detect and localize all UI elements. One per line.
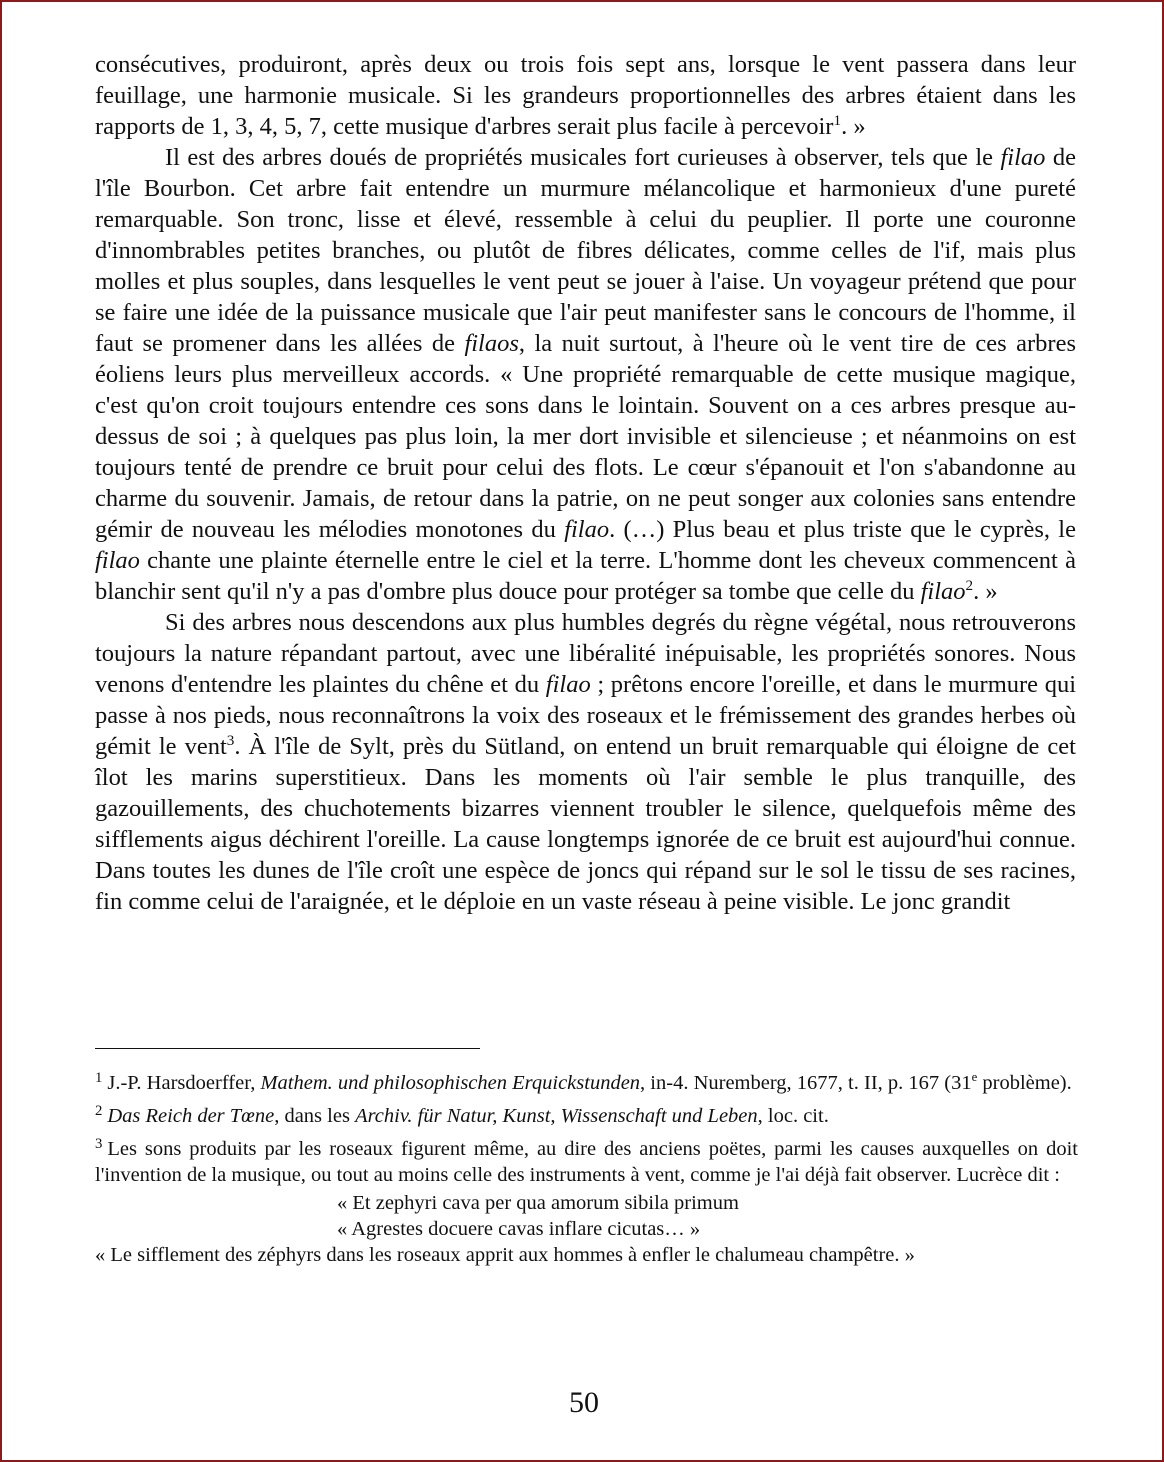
- body-text: [95, 49, 1076, 917]
- footnotes: [95, 1070, 1078, 1268]
- text-run: consécutives, produiront, après deux ou trois fois sept ans, lorsque le vent passera dans leur feuillage, une harmonie musicale. Si les grandeurs proportionnelles des arbres étaient dans les rapports de 1, 3, 4, 5, 7, cette musique d'arbres serait plus facile à percevoir: [95, 51, 1076, 140]
- footnote: [95, 1103, 1078, 1129]
- footnote-text: [95, 1138, 1078, 1186]
- footnote-separator: [95, 1048, 480, 1049]
- italic-text: filao: [95, 547, 140, 574]
- text-run: . À l'île de Sylt, près du Sütland, on entend un bruit remarquable qui éloigne de cet îlot les marins superstitieux. Dans les moments où l'air semble le plus tranquille, des gazouillements, des chuchotements bizarres viennent troubler le silence, quelquefois même des sifflements aigus déchirent l'oreille. La cause longtemps ignorée de ce bruit est aujourd'hui connue. Dans toutes les dunes de l'île croît une espèce de joncs qui répand sur le sol le tissu de ses racines, fin comme celui de l'araignée, et le déploie en un vaste réseau à peine visible. Le jonc grandit: [95, 733, 1076, 915]
- footnote-text: [107, 1072, 1071, 1094]
- italic-text: filao: [1000, 144, 1046, 171]
- text-run: . (…) Plus beau et plus triste que le cyprès, le: [609, 516, 1076, 543]
- footnote-mark: 3: [95, 1136, 103, 1153]
- paragraph: [95, 142, 1076, 607]
- footnote-text: [107, 1105, 828, 1127]
- page-number: 50: [569, 1386, 599, 1419]
- footnote-mark: 2: [95, 1103, 103, 1120]
- italic-text: filao: [920, 578, 966, 605]
- paragraph: [95, 49, 1076, 142]
- footnote-mark: 1: [95, 1070, 103, 1087]
- text-run: , la nuit surtout, à l'heure où le vent tire de ces arbres éoliens leurs plus merveilleux accords. « Une propriété remarquable de cette musique magique, c'est qu'on croit toujours entendre ces sons dans le lointain. Souvent on a ces arbres presque au-dessus de soi ; à quelques pas plus loin, la mer dort invisible et silencieuse ; et néanmoins on est toujours tenté de prendre ce bruit pour celui des flots. Le cœur s'épanouit et l'on s'abandonne au charme du souvenir. Jamais, de retour dans la patrie, on ne peut songer aux colonies sans entendre gémir de nouveau les mélodies monotones du: [95, 330, 1076, 543]
- italic-text: Mathem. und philosophischen Erquickstunden: [260, 1072, 641, 1094]
- verse-line: « Et zephyri cava per qua amorum sibila primum: [337, 1192, 739, 1214]
- italic-text: filaos: [464, 330, 519, 357]
- text-run: . »: [841, 113, 866, 140]
- text-run: , loc. cit.: [757, 1105, 829, 1127]
- text-run: Les sons produits par les roseaux figurent même, au dire des anciens poëtes, parmi les causes auxquelles on doit l'invention de la musique, ou tout au moins celle des instruments à vent, comme je l'ai déjà fait observer. Lucrèce dit :: [95, 1138, 1078, 1186]
- note-reference: 1: [833, 111, 842, 129]
- italic-text: Archiv. für Natur, Kunst, Wissenschaft und Leben: [355, 1105, 758, 1127]
- text-run: chante une plainte éternelle entre le ciel et la terre. L'homme dont les cheveux commencent à blanchir sent qu'il n'y a pas d'ombre plus douce pour protéger sa tombe que celle du: [95, 547, 1076, 605]
- text-run: J.-P. Harsdoerffer,: [107, 1072, 261, 1094]
- text-run: Il est des arbres doués de propriétés musicales fort curieuses à observer, tels que le: [165, 144, 1001, 171]
- verse-translation: « Le sifflement des zéphyrs dans les roseaux apprit aux hommes à enfler le chalumeau champêtre. »: [95, 1244, 915, 1266]
- paragraph: [95, 607, 1076, 917]
- verse-line: « Agrestes docuere cavas inflare cicutas… »: [337, 1218, 701, 1240]
- italic-text: filao: [545, 671, 591, 698]
- italic-text: filao: [564, 516, 610, 543]
- footnote: [95, 1136, 1078, 1188]
- text-run: . »: [973, 578, 998, 605]
- note-reference: 2: [965, 576, 974, 594]
- note-reference: e: [971, 1070, 978, 1085]
- text-run: ; prêtons encore l'oreille, et dans le murmure qui passe à nos pieds, nous reconnaîtrons la voix des roseaux et le frémissement des grandes herbes où gémit le vent: [95, 671, 1076, 760]
- italic-text: Das Reich der Tœne: [107, 1105, 275, 1127]
- text-run: Si des arbres nous descendons aux plus humbles degrés du règne végétal, nous retrouverons toujours la nature répandant partout, avec une libéralité inépuisable, les propriétés sonores. Nous venons d'entendre les plaintes du chêne et du: [95, 609, 1076, 698]
- text-run: problème).: [977, 1072, 1072, 1094]
- text-run: , dans les: [274, 1105, 356, 1127]
- footnote: [95, 1070, 1078, 1096]
- text-run: de l'île Bourbon. Cet arbre fait entendre un murmure mélancolique et harmonieux d'une pureté remarquable. Son tronc, lisse et élevé, ressemble à celui du peuplier. Il porte une couronne d'innombrables petites branches, ou plutôt de fibres délicates, comme celles de l'if, mais plus molles et plus souples, dans lesquelles le vent peut se jouer à l'aise. Un voyageur prétend que pour se faire une idée de la puissance musicale que l'air peut manifester sans le concours de l'homme, il faut se promener dans les allées de: [95, 144, 1077, 357]
- text-run: , in-4. Nuremberg, 1677, t. II, p. 167 (31: [640, 1072, 972, 1094]
- note-reference: 3: [226, 731, 235, 749]
